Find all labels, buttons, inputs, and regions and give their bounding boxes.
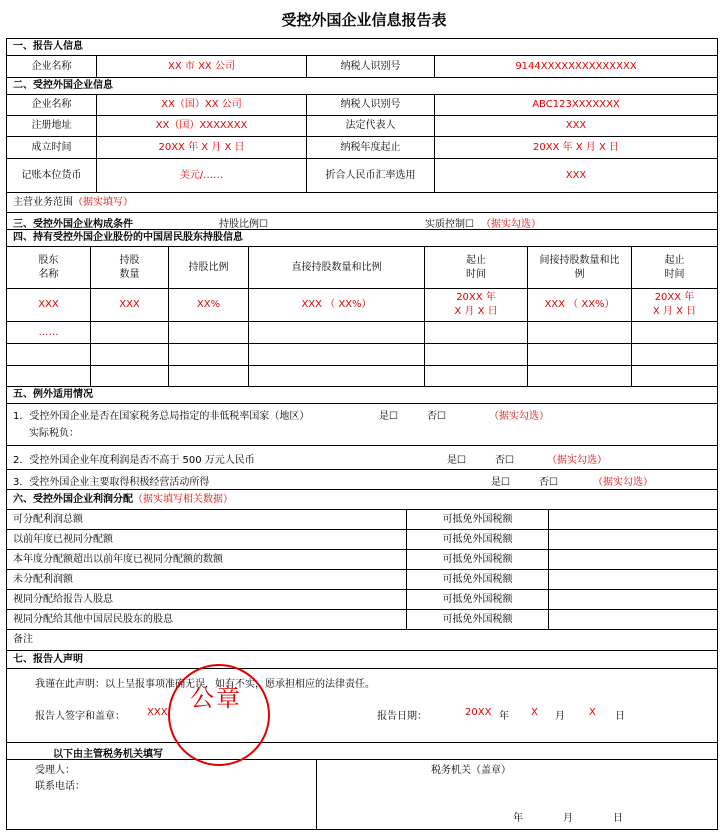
cfc-row <box>7 137 717 159</box>
table-row <box>7 344 717 366</box>
section-3-header <box>7 213 717 230</box>
table-cell[interactable] <box>528 366 632 386</box>
section-8-header <box>7 743 717 760</box>
fill-note: （据实填写） <box>73 196 133 208</box>
exception-question-1 <box>7 404 717 446</box>
taxpayer-id-value[interactable]: 9144XXXXXXXXXXXXXX <box>515 60 637 72</box>
credit-label: 可抵免外国税额 <box>407 590 549 609</box>
day-label: 日 <box>615 711 625 722</box>
signature-value[interactable]: XXX <box>147 707 168 718</box>
column-header: 持股比例 <box>169 247 249 288</box>
check-note: （据实勾选） <box>481 219 541 230</box>
table-row <box>7 322 717 344</box>
section-1-header <box>7 39 717 56</box>
distribution-row <box>7 610 717 630</box>
month-label: 月 <box>555 711 565 722</box>
section-heading: 七、报告人声明 <box>13 653 83 665</box>
seal-text: 公章 <box>190 684 242 712</box>
field-label: 折合人民币汇率选用 <box>307 159 435 192</box>
authority-stamp-label: 税务机关（盖章） <box>431 765 511 776</box>
report-date-day[interactable]: X <box>589 707 596 718</box>
phone-label: 联系电话： <box>35 781 85 792</box>
table-cell[interactable] <box>249 322 425 343</box>
exception-question-2 <box>7 446 717 470</box>
shareholding-checkbox[interactable]: 持股比例☐ <box>219 219 268 230</box>
field-label: 企业名称 <box>7 95 97 115</box>
row-label: 未分配利润额 <box>7 570 407 589</box>
distribution-row <box>7 510 717 530</box>
question-text: 3．受控外国企业主要取得积极经营活动所得 <box>13 477 210 488</box>
row-label: 本年度分配额超出以前年度已视同分配额的数额 <box>7 550 407 569</box>
table-cell[interactable]: XXX <box>7 289 91 321</box>
field-label: 纳税人识别号 <box>307 56 435 77</box>
table-cell[interactable] <box>91 344 169 365</box>
business-scope[interactable] <box>7 193 717 212</box>
receiver-label: 受理人： <box>35 765 75 776</box>
fill-note: （据实填写相关数据） <box>133 493 233 505</box>
table-cell[interactable]: 20XX 年 X 月 X 日 <box>652 292 697 317</box>
business-row <box>7 193 717 213</box>
company-name-value[interactable]: XX 市 XX 公司 <box>97 56 307 77</box>
table-cell[interactable] <box>632 344 717 365</box>
control-checkbox[interactable]: 实质控制☐ <box>425 219 474 230</box>
report-date-year[interactable]: 20XX <box>465 707 492 718</box>
exception-question-3 <box>7 470 717 490</box>
cfc-row <box>7 116 717 137</box>
receiver-area[interactable] <box>7 760 317 829</box>
credit-value[interactable] <box>549 570 717 589</box>
shareholder-table-header <box>7 247 717 289</box>
tax-authority-block <box>7 760 717 829</box>
column-header: 股东 名称 <box>7 247 91 288</box>
credit-label: 可抵免外国税额 <box>407 530 549 549</box>
table-cell[interactable] <box>7 366 91 386</box>
legal-rep-value[interactable]: XXX <box>565 120 587 131</box>
day-label: 日 <box>613 813 623 824</box>
credit-value[interactable] <box>549 590 717 609</box>
field-label: 成立时间 <box>7 137 97 158</box>
section-heading: 以下由主管税务机关填写 <box>53 749 163 760</box>
table-cell[interactable] <box>425 322 528 343</box>
yes-checkbox[interactable]: 是☐ <box>447 455 466 466</box>
credit-label: 可抵免外国税额 <box>407 510 549 529</box>
yes-checkbox[interactable]: 是☐ <box>379 411 398 422</box>
remarks-row <box>7 630 717 651</box>
table-cell[interactable] <box>7 344 91 365</box>
column-header: 起止 时间 <box>664 254 685 280</box>
cfc-taxid-value[interactable]: ABC123XXXXXXX <box>532 99 620 110</box>
section-heading: 四、持有受控外国企业股份的中国居民股东持股信息 <box>13 232 243 243</box>
table-cell[interactable]: XXX <box>91 289 169 321</box>
column-header: 起止 时间 <box>425 247 528 288</box>
row-label: 以前年度已视同分配额 <box>7 530 407 549</box>
distribution-row <box>7 530 717 550</box>
report-date-month[interactable]: X <box>531 707 538 718</box>
credit-value[interactable] <box>549 530 717 549</box>
section-heading: 二、受控外国企业信息 <box>13 80 113 91</box>
distribution-row <box>7 550 717 570</box>
reporter-row <box>7 56 717 78</box>
table-row <box>7 366 717 387</box>
table-cell[interactable] <box>91 366 169 386</box>
table-cell[interactable] <box>169 344 249 365</box>
table-cell[interactable] <box>91 322 169 343</box>
section-title: 六、受控外国企业利润分配 <box>13 493 133 505</box>
field-label: 纳税年度起止 <box>307 137 435 158</box>
tax-year-value[interactable]: 20XX 年 X 月 X 日 <box>532 141 620 153</box>
official-seal-stamp <box>168 664 270 766</box>
table-cell[interactable] <box>528 322 632 343</box>
row-label: 可分配利润总额 <box>7 510 407 529</box>
table-cell[interactable]: 20XX 年 X 月 X 日 <box>425 289 528 321</box>
column-header: 持股 数量 <box>91 247 169 288</box>
table-cell[interactable]: XX% <box>169 289 249 321</box>
table-row <box>7 289 717 322</box>
section-6-header <box>7 490 717 510</box>
no-checkbox[interactable]: 否☐ <box>495 455 514 466</box>
report-form <box>6 38 718 830</box>
check-note: （据实勾选） <box>593 477 653 488</box>
question-text: 2．受控外国企业年度利润是否不高于 500 万元人民币 <box>13 455 255 466</box>
signature-label: 报告人签字和盖章： <box>35 711 125 722</box>
question-subtext: 实际税负： <box>29 428 79 439</box>
field-label: 纳税人识别号 <box>307 95 435 115</box>
check-note: （据实勾选） <box>547 455 607 466</box>
table-cell[interactable]: XXX （ XX%） <box>528 289 632 321</box>
column-header: 间接持股数量和比 例 <box>528 247 632 288</box>
section-4-header <box>7 230 717 247</box>
table-cell[interactable] <box>632 322 717 343</box>
credit-label: 可抵免外国税额 <box>407 570 549 589</box>
credit-value[interactable] <box>549 610 717 629</box>
question-text: 1．受控外国企业是否在国家税务总局指定的非低税率国家（地区） <box>13 411 310 422</box>
row-label: 视同分配给其他中国居民股东的股息 <box>7 610 407 629</box>
table-cell[interactable] <box>632 366 717 386</box>
section-heading: 三、受控外国企业构成条件 <box>13 219 133 230</box>
section-7-header <box>7 651 717 669</box>
table-cell[interactable] <box>425 344 528 365</box>
distribution-row <box>7 590 717 610</box>
table-cell[interactable] <box>169 322 249 343</box>
declaration-block <box>7 669 717 743</box>
declaration-text: 我谨在此声明：以上呈报事项准确无误，如有不实，愿承担相应的法律责任。 <box>35 679 375 690</box>
table-cell[interactable]: XXX （ XX%） <box>249 289 425 321</box>
distribution-row <box>7 570 717 590</box>
section-5-header <box>7 387 717 404</box>
field-label: 主营业务范围 <box>13 196 73 208</box>
no-checkbox[interactable]: 否☐ <box>427 411 446 422</box>
cfc-row <box>7 95 717 116</box>
field-label: 注册地址 <box>7 116 97 136</box>
check-note: （据实勾选） <box>489 411 549 422</box>
table-cell[interactable] <box>425 366 528 386</box>
table-cell[interactable] <box>528 344 632 365</box>
field-label: 法定代表人 <box>307 116 435 136</box>
address-value[interactable]: XX（国）XXXXXXX <box>97 116 307 136</box>
credit-label: 可抵免外国税额 <box>407 610 549 629</box>
table-cell[interactable] <box>169 366 249 386</box>
cfc-name-value[interactable]: XX（国）XX 公司 <box>97 95 307 115</box>
section-heading: 五、例外适用情况 <box>13 389 93 400</box>
field-label: 企业名称 <box>7 56 97 77</box>
section-heading: 一、报告人信息 <box>13 41 83 52</box>
table-cell[interactable]: …… <box>7 322 91 343</box>
form-title: 受控外国企业信息报告表 <box>281 11 447 29</box>
credit-value[interactable] <box>549 550 717 569</box>
year-label: 年 <box>513 813 523 824</box>
credit-label: 可抵免外国税额 <box>407 550 549 569</box>
month-label: 月 <box>563 813 573 824</box>
established-value[interactable]: 20XX 年 X 月 X 日 <box>97 137 307 158</box>
currency-value[interactable]: 美元/…… <box>97 159 307 192</box>
table-cell[interactable] <box>249 366 425 386</box>
table-cell[interactable] <box>249 344 425 365</box>
year-label: 年 <box>499 711 509 722</box>
no-checkbox[interactable]: 否☐ <box>539 477 558 488</box>
report-date-label: 报告日期： <box>377 711 427 722</box>
cfc-row <box>7 159 717 193</box>
section-heading <box>7 490 717 509</box>
credit-value[interactable] <box>549 510 717 529</box>
exchange-rate-value[interactable]: XXX <box>565 169 587 181</box>
field-label: 记账本位货币 <box>7 159 97 192</box>
authority-area[interactable] <box>317 760 717 829</box>
column-header: 直接持股数量和比例 <box>249 247 425 288</box>
section-2-header <box>7 78 717 95</box>
row-label: 视同分配给报告人股息 <box>7 590 407 609</box>
remarks-label[interactable]: 备注 <box>13 634 33 645</box>
yes-checkbox[interactable]: 是☐ <box>491 477 510 488</box>
